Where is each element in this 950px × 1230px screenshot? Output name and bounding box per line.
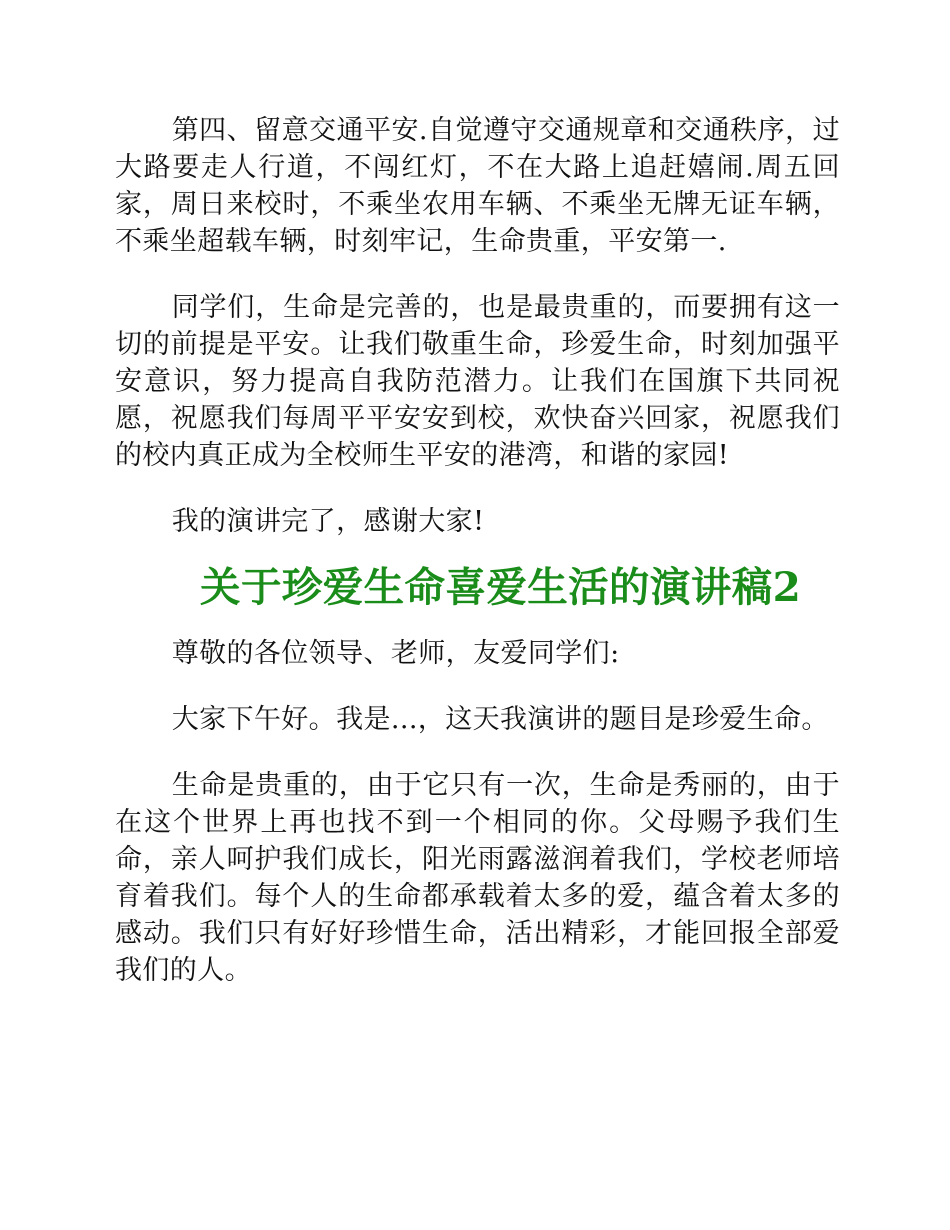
paragraph-speech-end: 我的演讲完了，感谢大家! — [171, 506, 485, 537]
paragraph-cherish-life: 同学们，生命是完善的，也是最贵重的，而要拥有这一切的前提是平安。让我们敬重生命，珍爱生命，时刻加强平安意识，努力提高自我防范潜力。让我们在国旗下共同祝愿，祝愿我们每周平平安安到校，欢快奋兴回家，祝愿我们的校内真正成为全校师生平安的港湾，和谐的家园! — [115, 292, 840, 471]
section-heading: 关于珍爱生命喜爱生活的演讲稿2 — [200, 563, 802, 611]
document-page — [115, 112, 840, 1018]
paragraph-intro: 大家下午好。我是...，这天我演讲的题目是珍爱生命。 — [171, 704, 829, 735]
paragraph-greeting: 尊敬的各位领导、老师，友爱同学们: — [171, 638, 620, 669]
paragraph-traffic-safety: 第四、留意交通平安.自觉遵守交通规章和交通秩序，过大路要走人行道，不闯红灯，不在大路上追赶嬉闹.周五回家，周日来校时，不乘坐农用车辆、不乘坐无牌无证车辆，不乘坐超载车辆，时刻牢记，生命贵重，平安第一. — [115, 115, 840, 257]
paragraph-life-precious: 生命是贵重的，由于它只有一次，生命是秀丽的，由于在这个世界上再也找不到一个相同的你。父母赐予我们生命，亲人呵护我们成长，阳光雨露滋润着我们，学校老师培育着我们。每个人的生命都承载着太多的爱，蕴含着太多的感动。我们只有好好珍惜生命，活出精彩，才能回报全部爱我们的人。 — [115, 770, 840, 986]
